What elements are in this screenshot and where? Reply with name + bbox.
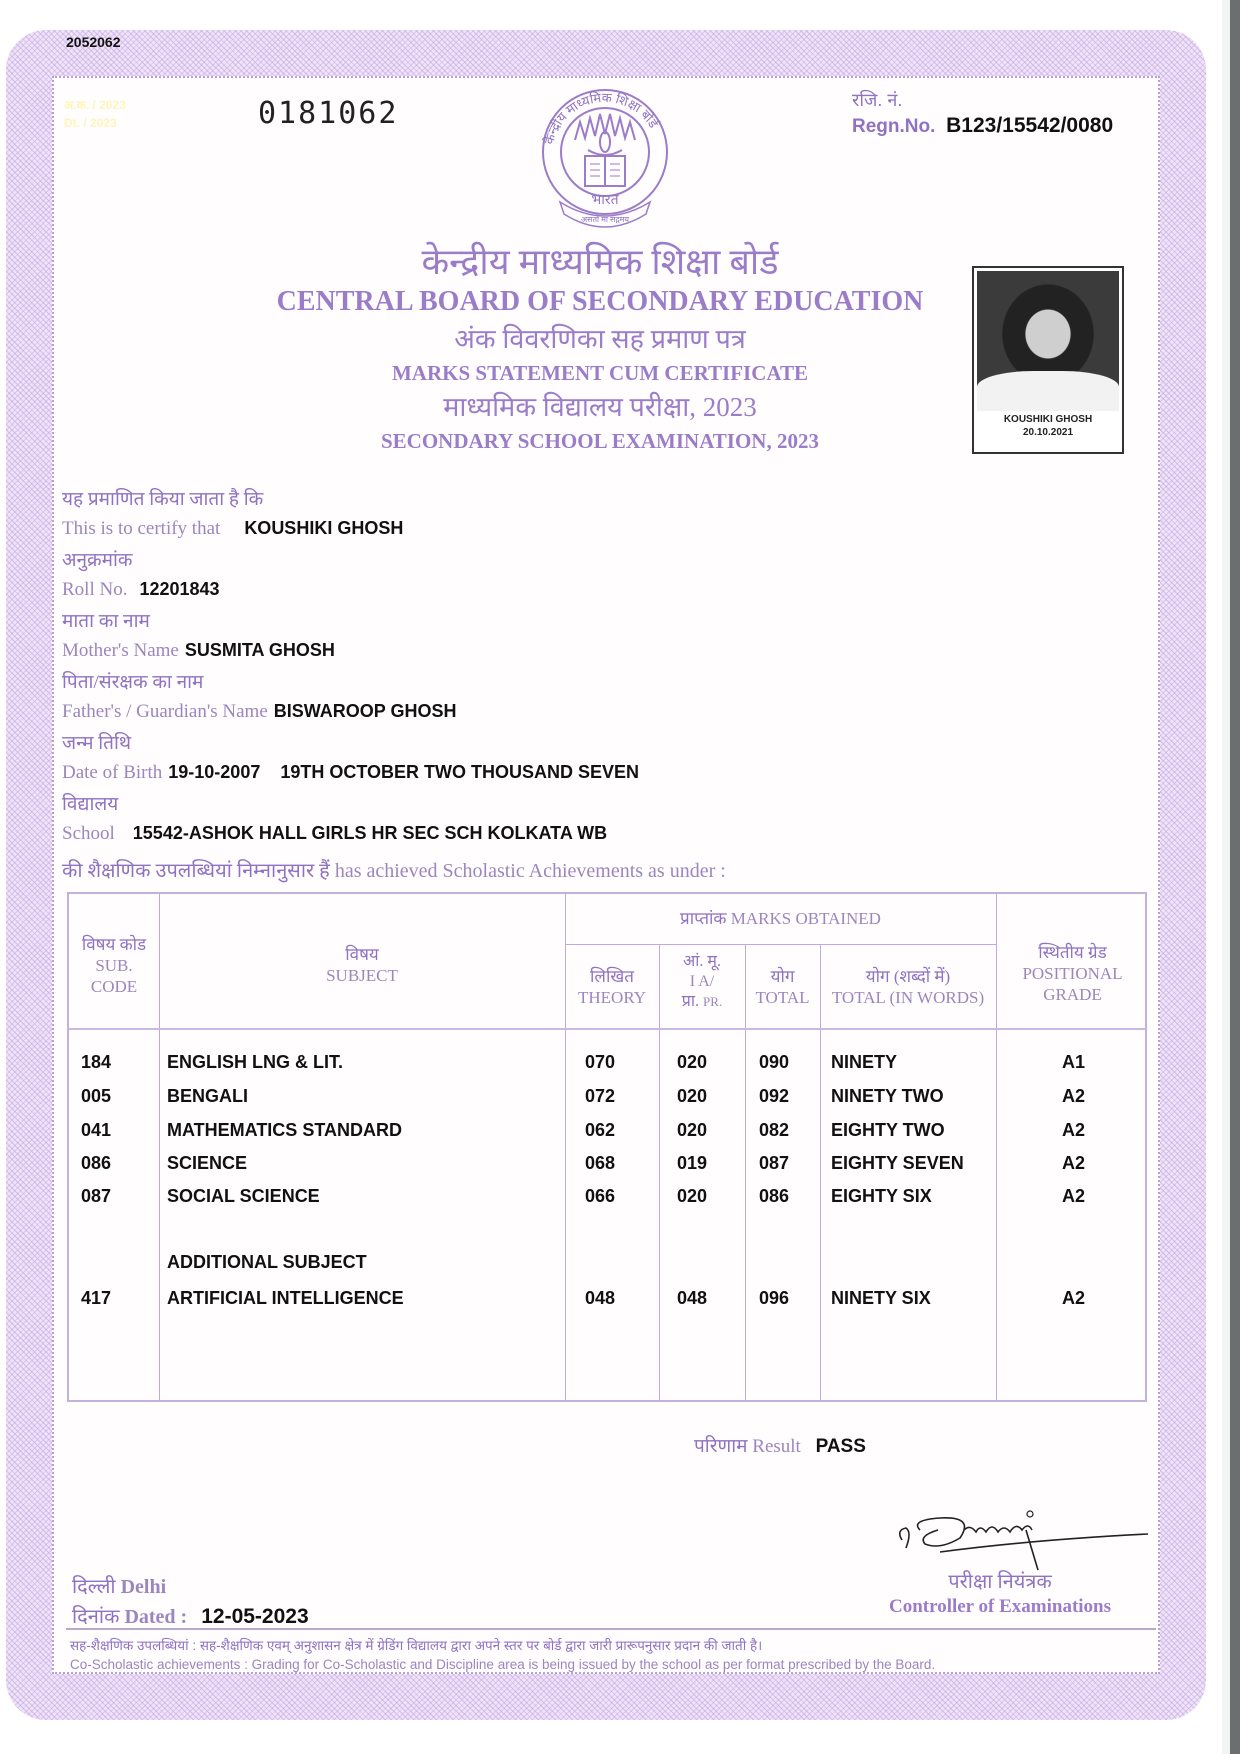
registration-label: Regn.No. [852,116,936,137]
cell-code: 086 [81,1153,112,1173]
result-label: Result [752,1436,801,1457]
scan-edge [1230,0,1240,1754]
cell-ia: 020 [677,1052,708,1072]
scan-margin [1222,0,1230,1754]
cell-grade: A2 [1062,1186,1086,1206]
cell-theory: 070 [585,1052,616,1072]
achievement-intro-hindi: की शैक्षणिक उपलब्धियां निम्नानुसार हैं [62,860,330,882]
cell-theory: 048 [585,1288,616,1308]
photo-caption [977,413,1119,439]
cell-ia: 019 [677,1153,708,1173]
board-name: CENTRAL BOARD OF SECONDARY EDUCATION [276,286,924,317]
header-divider [69,1028,1145,1030]
column-divider [745,944,746,1400]
cell-total: 082 [759,1120,790,1140]
additional-subject-label: ADDITIONAL SUBJECT [167,1252,367,1272]
dob-row [62,758,962,787]
achievement-intro-english: has achieved Scholastic Achievements as under : [334,860,726,882]
cell-words: EIGHTY TWO [831,1120,945,1140]
stamp-line: Dt. / 2023 [64,116,117,130]
footer-note-hindi: सह-शैक्षणिक उपलब्धियां : सह-शैक्षणिक एवम् अनुशासन क्षेत्र में ग्रेडिंग विद्यालय द्वारा अपने स्तर पर बोर्ड द्वारा जारी प्रारूपनुसार प्रदान की जाती है। [70,1638,763,1653]
doc-title: MARKS STATEMENT CUM CERTIFICATE [391,361,808,385]
result-value: PASS [815,1436,866,1457]
certify-label-hindi: यह प्रमाणित किया जाता है कि [62,489,264,510]
cell-grade: A1 [1062,1052,1086,1072]
school-label-hindi: विद्यालय [62,794,119,815]
achievement-intro [62,856,726,883]
cell-theory: 068 [585,1153,616,1173]
column-divider [659,944,660,1400]
cell-grade: A2 [1062,1288,1086,1308]
marks-table [67,892,1147,1402]
footer-note [70,1636,1160,1674]
certificate-title [220,240,980,456]
cell-words: NINETY TWO [831,1086,944,1106]
registration-value: B123/15542/0080 [946,114,1114,137]
roll-row [62,575,962,604]
header-total-words: योग (शब्दों में) TOTAL (IN WORDS) [831,967,985,1007]
controller-title: Controller of Examinations [888,1596,1112,1617]
registration-number [852,114,1113,138]
column-divider [820,944,821,1400]
school-label: School [62,823,115,844]
cell-subject: SOCIAL SCIENCE [167,1186,320,1206]
father-name: BISWAROOP GHOSH [273,701,457,721]
mother-label: Mother's Name [62,640,179,661]
row-divider [565,944,996,945]
cell-code: 184 [81,1052,112,1072]
place-name: Delhi [120,1576,167,1598]
header-theory: लिखित THEORY [578,967,646,1007]
controller-title-hindi: परीक्षा नियंत्रक [948,1571,1052,1593]
issue-date: 12-05-2023 [201,1605,309,1628]
exam-name: SECONDARY SCHOOL EXAMINATION, 2023 [381,429,819,453]
cell-theory: 066 [585,1186,616,1206]
cell-theory: 062 [585,1120,616,1140]
cell-subject: MATHEMATICS STANDARD [167,1120,402,1140]
registration-label-hindi: रजि. नं. [852,90,903,110]
photo-image [977,271,1119,411]
father-row [62,697,962,726]
cell-ia: 048 [677,1288,708,1308]
cell-total: 087 [759,1153,790,1173]
cell-subject: ARTIFICIAL INTELLIGENCE [167,1288,404,1308]
cell-theory: 072 [585,1086,616,1106]
cell-grade: A2 [1062,1153,1086,1173]
certificate-number: 0181062 [258,96,399,131]
faint-stamp [64,96,224,136]
cell-ia: 020 [677,1086,708,1106]
candidate-details [62,486,962,848]
photo-caption-date: 20.10.2021 [1022,427,1074,438]
footer-note-english: Co-Scholastic achievements : Grading for Co-Scholastic and Discipline area is being issued by the school as per format prescribed by the Board. [70,1657,936,1672]
place-hindi: दिल्ली [72,1576,116,1598]
result-line [694,1432,866,1458]
cell-grade: A2 [1062,1120,1086,1140]
cell-code: 417 [81,1288,112,1308]
father-label-hindi: पिता/संरक्षक का नाम [62,672,204,693]
candidate-name: KOUSHIKI GHOSH [244,518,404,538]
place-date-block [72,1572,309,1632]
place-line [72,1572,309,1602]
date-label-hindi: दिनांक [72,1606,120,1628]
dob-value: 19-10-2007 [168,762,261,782]
father-label: Father's / Guardian's Name [62,701,268,722]
school-row [62,819,962,848]
board-name-hindi: केन्द्रीय माध्यमिक शिक्षा बोर्ड [421,242,779,282]
exam-name-hindi: माध्यमिक विद्यालय परीक्षा, 2023 [443,392,757,422]
header-total: योग TOTAL [755,967,810,1007]
cbse-logo-icon [530,80,680,230]
stamp-line: अ.क. / 2023 [64,98,126,112]
header-subject: विषय SUBJECT [326,945,398,985]
header-positional-grade: स्थितीय ग्रेड POSITIONAL GRADE [1022,943,1123,1004]
cell-words: NINETY [831,1052,898,1072]
date-label: Dated : [124,1606,188,1628]
candidate-photo [972,266,1124,454]
roll-label-hindi: अनुक्रमांक [62,550,133,571]
footer-divider [66,1628,1156,1630]
cell-subject: BENGALI [167,1086,248,1106]
header-sub-code: विषय कोड SUB. CODE [81,935,147,996]
cell-total: 096 [759,1288,790,1308]
cell-code: 005 [81,1086,112,1106]
cell-total: 086 [759,1186,790,1206]
logo-motto: असतो मा सद्गमय [580,215,630,224]
cell-total: 090 [759,1052,790,1072]
header-marks-obtained: प्राप्तांक MARKS OBTAINED [680,909,881,928]
roll-label: Roll No. [62,579,128,600]
dob-label: Date of Birth [62,762,163,783]
cell-total: 092 [759,1086,790,1106]
doc-title-hindi: अंक विवरणिका सह प्रमाण पत्र [454,324,746,354]
mother-name: SUSMITA GHOSH [184,640,335,660]
header-ia-pr: आं. मू. I A/ प्रा. PR. [681,953,723,1010]
candidate-name-row [62,514,962,543]
cell-code: 041 [81,1120,112,1140]
logo-country: भारत [591,193,619,208]
controller-block [860,1568,1140,1618]
cell-words: NINETY SIX [831,1288,931,1308]
mother-row [62,636,962,665]
cell-subject: ENGLISH LNG & LIT. [167,1052,344,1072]
cell-code: 087 [81,1186,112,1206]
school-name: 15542-ASHOK HALL GIRLS HR SEC SCH KOLKATA WB [132,823,608,843]
certify-label: This is to certify that [62,518,221,539]
cell-words: EIGHTY SIX [831,1186,932,1206]
result-label-hindi: परिणाम [694,1436,748,1457]
roll-number: 12201843 [139,579,220,599]
logo-ring-text: केन्द्रीय माध्यमिक शिक्षा बोर्ड [541,89,662,146]
cell-ia: 020 [677,1186,708,1206]
cell-grade: A2 [1062,1086,1086,1106]
dob-words: 19TH OCTOBER TWO THOUSAND SEVEN [280,762,640,782]
photo-caption-name: KOUSHIKI GHOSH [1003,414,1093,425]
mother-label-hindi: माता का नाम [62,611,150,632]
cell-words: EIGHTY SEVEN [831,1153,964,1173]
cell-ia: 020 [677,1120,708,1140]
dob-label-hindi: जन्म तिथि [62,733,132,754]
cell-subject: SCIENCE [167,1153,248,1173]
top-serial-number: 2052062 [66,34,121,50]
